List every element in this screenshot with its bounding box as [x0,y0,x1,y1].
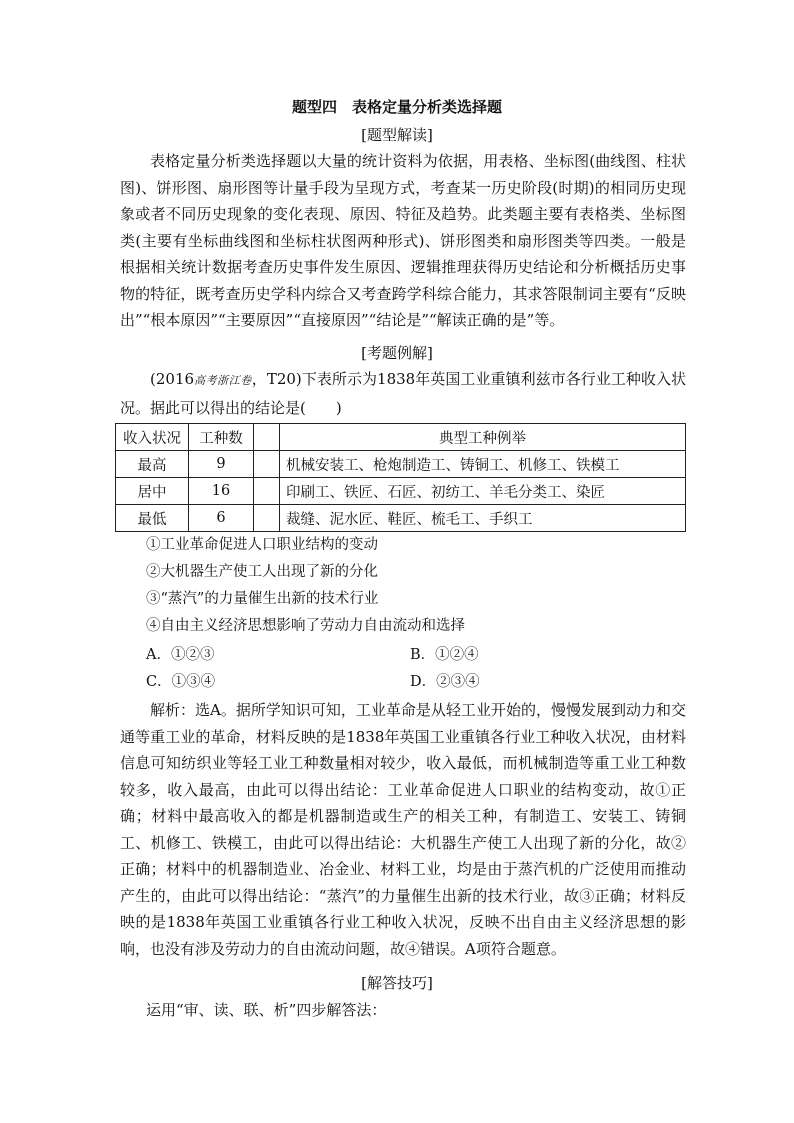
statement-3: ③“蒸汽”的力量催生出新的技术行业 [146,591,379,607]
statement-2: ②大机器生产使工人出现了新的分化 [146,564,378,580]
table-header [254,424,280,451]
intro-paragraph [120,148,686,334]
table-cell: 印刷工、铁匠、石匠、初纺工、羊毛分类工、染匠 [280,478,686,505]
income-table [115,423,686,532]
option-d: D．②③④ [410,674,480,690]
question-paragraph [120,366,686,421]
analysis-paragraph [120,697,686,962]
statement-1: ①工业革命促进人口职业结构的变动 [146,537,378,553]
statement-list [146,532,465,640]
section-heading-example: [考题例解] [361,344,433,362]
section-heading-tips: [解答技巧] [361,974,433,992]
table-cell: 6 [189,505,254,532]
option-b: B．①②④ [410,647,479,663]
question-text [120,366,686,421]
page-title: 题型四 表格定量分析类选择题 [291,98,502,116]
section-heading-interpretation: [题型解读] [361,126,433,144]
table-row [116,478,686,505]
table-cell: 裁缝、泥水匠、鞋匠、梳毛工、手织工 [280,505,686,532]
table-cell: 居中 [116,478,189,505]
statement-4: ④自由主义经济思想影响了劳动力自由流动和选择 [146,618,465,634]
intro-text: 表格定量分析类选择题以大量的统计资料为依据，用表格、坐标图(曲线图、柱状图)、饼形图、扇形图等计量手段为呈现方式，考查某一历史阶段(时期)的相同历史现象或者不同历史现象的变化表现、原因、特征及趋势。此类题主要有表格类、坐标图类(主要有坐标曲线图和坐标柱状图两种形式)、饼形图类和扇形图类等四类。一般是根据相关统计数据考查历史事件发生原因、逻辑推理获得历史结论和分析概括历史事物的特征，既考查历史学科内综合又考查跨学科综合能力，其求答限制词主要有“反映出”“根本原因”“主要原因”“直接原因”“结论是”“解读正确的是”等。 [120,152,686,329]
table-cell [254,505,280,532]
table-row [116,451,686,478]
tip-text: 运用“审、读、联、析”四步解答法： [146,1001,387,1019]
table-header: 收入状况 [116,424,189,451]
table-cell: 9 [189,451,254,478]
table-header-row [116,424,686,451]
source-mark: 高考浙江卷 [194,374,252,387]
table-header: 典型工种例举 [280,424,686,451]
question-suffix: ，T20)下表所示为1838年英国工业重镇利兹市各行业工种收入状况。据此可以得出的结论是( ) [120,370,687,417]
table-header: 工种数 [189,424,254,451]
analysis-text: 解析：选A。据所学知识可知，工业革命是从轻工业开始的，慢慢发展到动力和交通等重工业的革命，材料反映的是1838年英国工业重镇各行业工种收入状况，由材料信息可知纺织业等轻工业工种数量相对较少，收入最低，而机械制造等重工业工种数较多，收入最高，由此可以得出结论：工业革命促进人口职业的结构变动，故①正确；材料中最高收入的都是机器制造或生产的相关工种，有制造工、安装工、铸铜工、机修工、铁模工，由此可以得出结论：大机器生产使工人出现了新的分化，故②正确；材料中的机器制造业、冶金业、材料工业，均是由于蒸汽机的广泛使用而推动产生的，由此可以得出结论：“蒸汽”的力量催生出新的技术行业，故③正确；材料反映的是1838年英国工业重镇各行业工种收入状况，反映不出自由主义经济思想的影响，也没有涉及劳动力的自由流动问题，故④错误。A项符合题意。 [120,701,686,958]
option-a: A．①②③ [146,647,215,663]
table-cell: 最高 [116,451,189,478]
table-cell [254,451,280,478]
option-c: C．①③④ [146,674,216,690]
table-cell [254,478,280,505]
question-prefix: (2016 [150,370,195,388]
table-row [116,505,686,532]
table-cell: 16 [189,478,254,505]
table-cell: 最低 [116,505,189,532]
table-cell: 机械安装工、枪炮制造工、铸铜工、机修工、铁模工 [280,451,686,478]
